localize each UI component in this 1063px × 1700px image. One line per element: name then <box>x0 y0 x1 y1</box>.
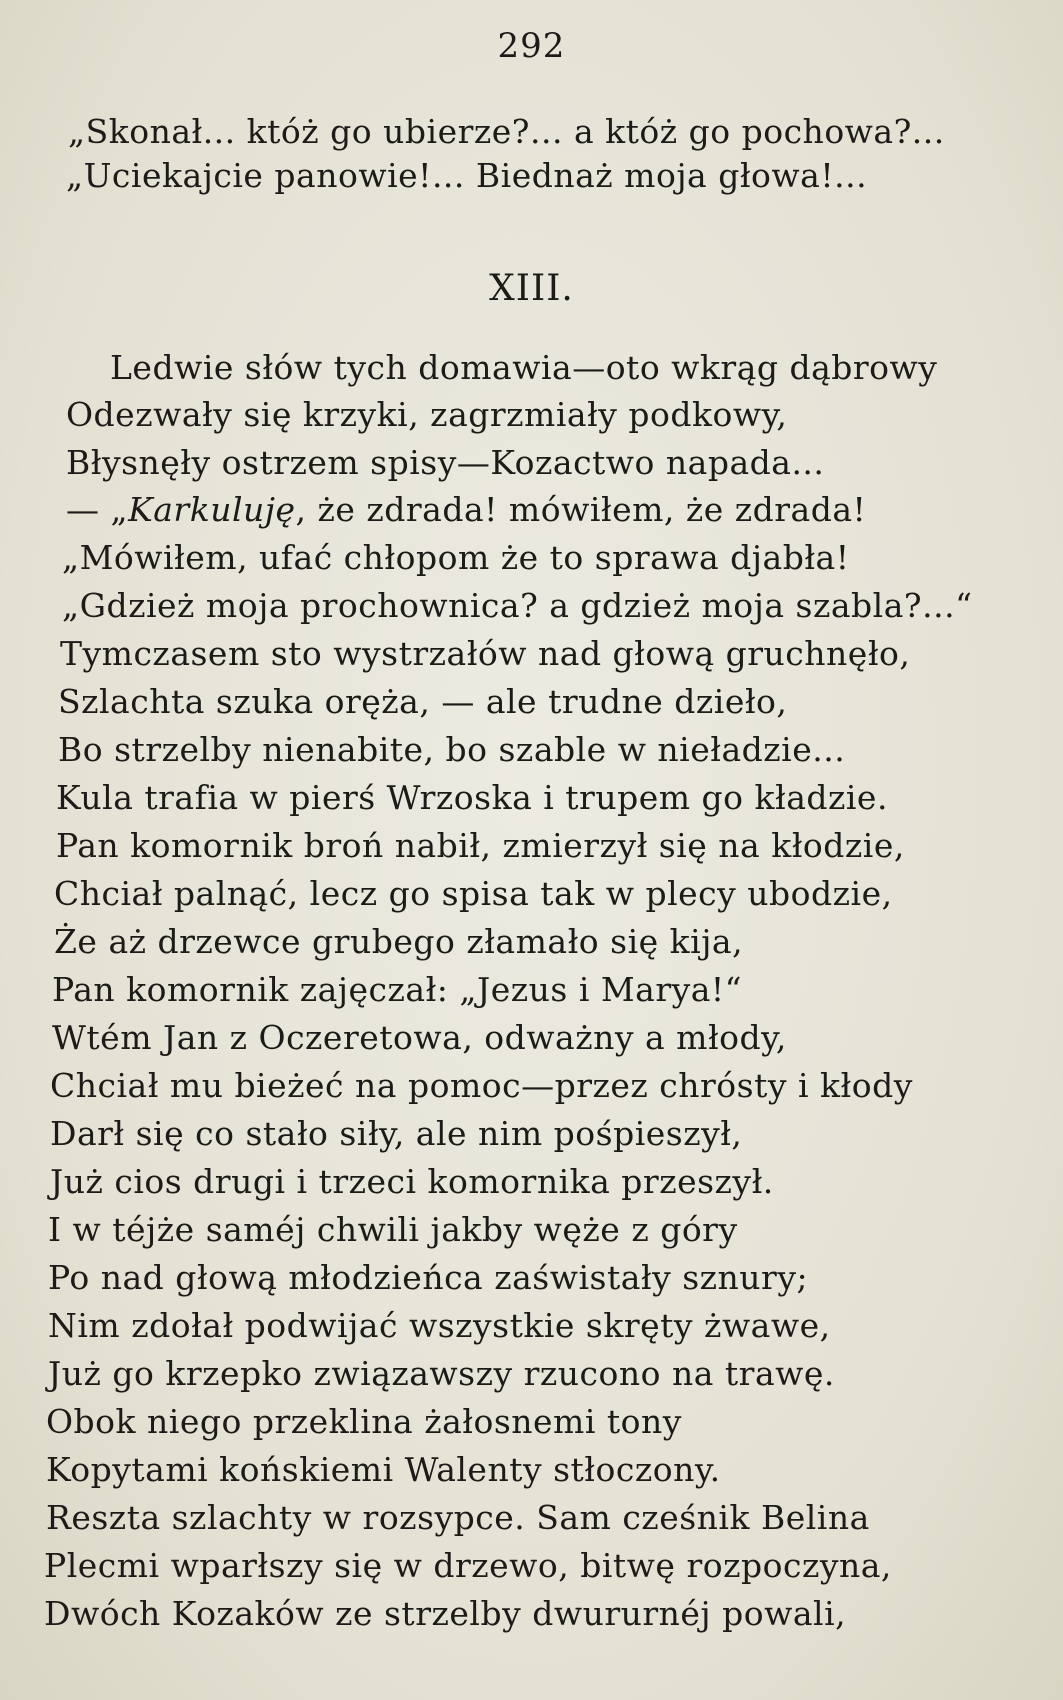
verse-line-19: I w téjże saméj chwili jakby węże z góry <box>48 1210 738 1249</box>
verse-line-4-italic: Karkuluję <box>128 490 296 529</box>
verse-line-11: Pan komornik broń nabił, zmierzył się na kłodzie, <box>56 826 905 865</box>
verse-line-4-suffix: , że zdrada! mówiłem, że zdrada! <box>295 490 867 529</box>
verse-line-20: Po nad głową młodzieńca zaświstały sznury; <box>48 1258 809 1297</box>
verse-line-15: Wtém Jan z Oczeretowa, odważny a młody, <box>52 1018 787 1057</box>
verse-line-9: Bo strzelby nienabite, bo szable w nieładzie... <box>58 730 846 769</box>
verse-line-22: Już go krzepko związawszy rzucono na trawę. <box>48 1354 835 1393</box>
verse-line-1: Ledwie słów tych domawia—oto wkrąg dąbrowy <box>110 348 938 387</box>
verse-line-13: Że aż drzewce grubego złamało się kija, <box>54 922 744 961</box>
verse-line-18: Już cios drugi i trzeci komornika przeszył. <box>50 1162 774 1201</box>
intro-line-1: „Skonał... któż go ubierze?... a któż go pochowa?... <box>68 112 945 151</box>
verse-line-23: Obok niego przeklina żałosnemi tony <box>46 1402 682 1441</box>
verse-line-25: Reszta szlachty w rozsypce. Sam cześnik Belina <box>46 1498 870 1537</box>
verse-line-14: Pan komornik zajęczał: „Jezus i Marya!“ <box>52 970 743 1009</box>
verse-line-17: Darł się co stało siły, ale nim pośpieszył, <box>50 1114 743 1153</box>
verse-line-4 <box>66 490 866 530</box>
verse-line-8: Szlachta szuka oręża, — ale trudne dzieło, <box>58 682 788 721</box>
section-heading: XIII. <box>489 268 574 309</box>
verse-line-2: Odezwały się krzyki, zagrzmiały podkowy, <box>66 395 788 434</box>
verse-line-7: Tymczasem sto wystrzałów nad głową gruchnęło, <box>60 634 911 673</box>
verse-line-27: Dwóch Kozaków ze strzelby dwururnéj powali, <box>44 1594 847 1633</box>
verse-line-12: Chciał palnąć, lecz go spisa tak w plecy ubodzie, <box>54 874 893 913</box>
verse-line-10: Kula trafia w pierś Wrzoska i trupem go kładzie. <box>56 778 888 817</box>
intro-line-2: „Uciekajcie panowie!... Biednaż moja głowa!... <box>66 156 868 195</box>
verse-line-5: „Mówiłem, ufać chłopom że to sprawa djabła! <box>62 538 850 577</box>
verse-line-3: Błysnęły ostrzem spisy—Kozactwo napada... <box>66 443 825 482</box>
verse-line-26: Plecmi wparłszy się w drzewo, bitwę rozpoczyna, <box>44 1546 892 1585</box>
verse-line-6: „Gdzież moja prochownica? a gdzież moja szabla?...“ <box>62 586 973 625</box>
verse-line-24: Kopytami końskiemi Walenty stłoczony. <box>46 1450 721 1489</box>
verse-line-4-prefix: — „ <box>66 490 129 529</box>
page-number: 292 <box>497 26 566 66</box>
verse-line-21: Nim zdołał podwijać wszystkie skręty żwawe, <box>48 1306 831 1345</box>
verse-line-16: Chciał mu bieżeć na pomoc—przez chrósty i kłody <box>50 1066 913 1105</box>
